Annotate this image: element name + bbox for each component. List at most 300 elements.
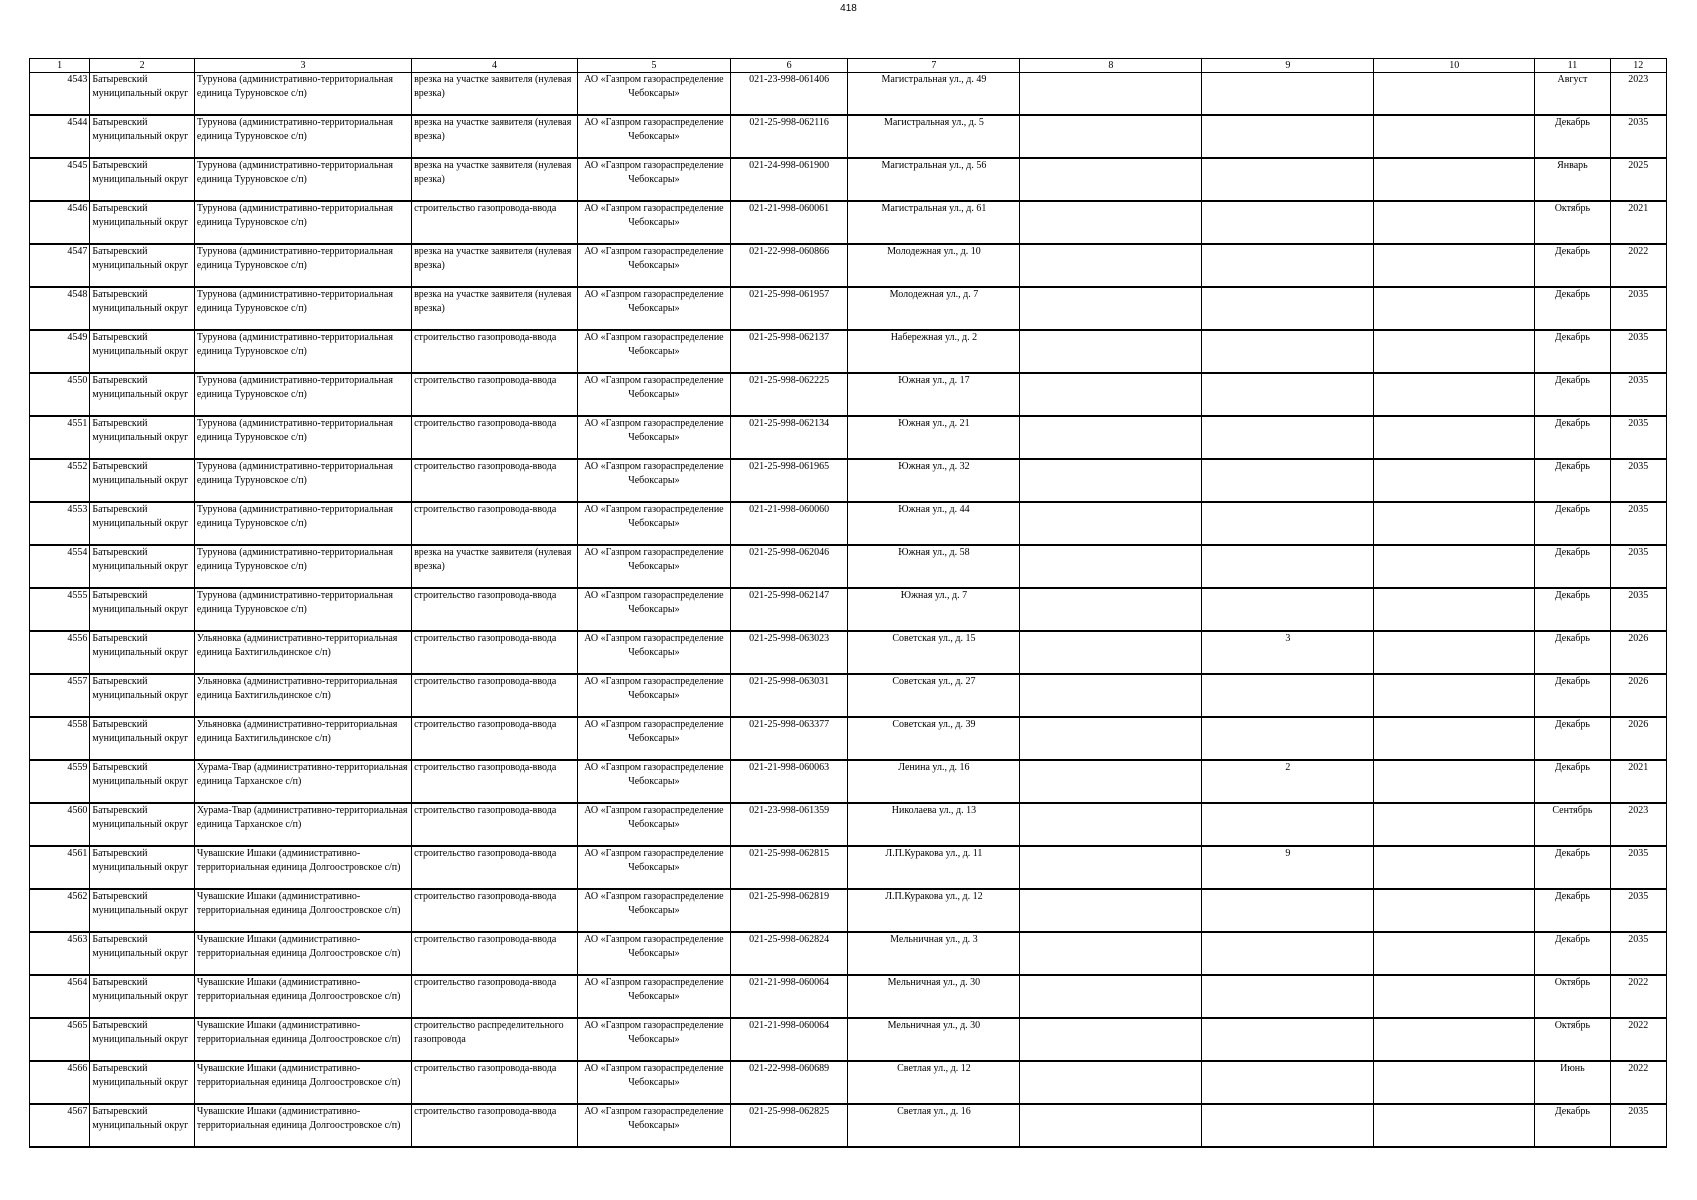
- district-cell: Батыревский муниципальный округ: [90, 115, 195, 158]
- month-cell: Сентябрь: [1535, 803, 1610, 846]
- row-number: 4566: [30, 1061, 90, 1104]
- month-cell: Декабрь: [1535, 373, 1610, 416]
- column-9-cell: [1202, 932, 1374, 975]
- year-cell: 2022: [1610, 975, 1666, 1018]
- code-cell: 021-21-998-060060: [730, 502, 848, 545]
- work-type-cell: строительство газопровода-ввода: [412, 502, 578, 545]
- settlement-cell: Турунова (административно-территориальная единица Туруновское с/п): [194, 330, 411, 373]
- year-cell: 2035: [1610, 459, 1666, 502]
- column-8-cell: [1020, 158, 1202, 201]
- month-cell: Декабрь: [1535, 459, 1610, 502]
- organization-cell: АО «Газпром газораспределение Чебоксары»: [577, 803, 730, 846]
- year-cell: 2035: [1610, 416, 1666, 459]
- column-10-cell: [1374, 244, 1535, 287]
- column-10-cell: [1374, 975, 1535, 1018]
- year-cell: 2035: [1610, 502, 1666, 545]
- district-cell: Батыревский муниципальный округ: [90, 803, 195, 846]
- year-cell: 2035: [1610, 889, 1666, 932]
- column-10-cell: [1374, 674, 1535, 717]
- column-8-cell: [1020, 674, 1202, 717]
- district-cell: Батыревский муниципальный округ: [90, 717, 195, 760]
- code-cell: 021-25-998-061957: [730, 287, 848, 330]
- address-cell: Л.П.Куракова ул., д. 11: [848, 846, 1020, 889]
- address-cell: Южная ул., д. 44: [848, 502, 1020, 545]
- table-row: [30, 932, 1667, 975]
- district-cell: Батыревский муниципальный округ: [90, 545, 195, 588]
- column-8-cell: [1020, 244, 1202, 287]
- district-cell: Батыревский муниципальный округ: [90, 1104, 195, 1147]
- column-9-cell: [1202, 373, 1374, 416]
- column-9-cell: [1202, 73, 1374, 116]
- code-cell: 021-25-998-062225: [730, 373, 848, 416]
- address-cell: Магистральная ул., д. 56: [848, 158, 1020, 201]
- row-number: 4567: [30, 1104, 90, 1147]
- organization-cell: АО «Газпром газораспределение Чебоксары»: [577, 459, 730, 502]
- year-cell: 2035: [1610, 846, 1666, 889]
- address-cell: Южная ул., д. 7: [848, 588, 1020, 631]
- work-type-cell: строительство газопровода-ввода: [412, 717, 578, 760]
- district-cell: Батыревский муниципальный округ: [90, 760, 195, 803]
- column-header: 9: [1202, 59, 1374, 73]
- address-cell: Л.П.Куракова ул., д. 12: [848, 889, 1020, 932]
- month-cell: Январь: [1535, 158, 1610, 201]
- month-cell: Июнь: [1535, 1061, 1610, 1104]
- column-9-cell: [1202, 545, 1374, 588]
- settlement-cell: Турунова (административно-территориальная единица Туруновское с/п): [194, 201, 411, 244]
- organization-cell: АО «Газпром газораспределение Чебоксары»: [577, 631, 730, 674]
- table-row: [30, 889, 1667, 932]
- row-number: 4560: [30, 803, 90, 846]
- work-type-cell: строительство газопровода-ввода: [412, 889, 578, 932]
- year-cell: 2035: [1610, 1104, 1666, 1147]
- row-number: 4547: [30, 244, 90, 287]
- year-cell: 2026: [1610, 674, 1666, 717]
- year-cell: 2035: [1610, 287, 1666, 330]
- month-cell: Декабрь: [1535, 244, 1610, 287]
- column-9-cell: [1202, 115, 1374, 158]
- column-9-cell: [1202, 502, 1374, 545]
- district-cell: Батыревский муниципальный округ: [90, 674, 195, 717]
- address-cell: Южная ул., д. 58: [848, 545, 1020, 588]
- column-8-cell: [1020, 115, 1202, 158]
- month-cell: Декабрь: [1535, 674, 1610, 717]
- work-type-cell: строительство газопровода-ввода: [412, 330, 578, 373]
- row-number: 4552: [30, 459, 90, 502]
- settlement-cell: Турунова (административно-территориальная единица Туруновское с/п): [194, 244, 411, 287]
- row-number: 4564: [30, 975, 90, 1018]
- column-10-cell: [1374, 502, 1535, 545]
- district-cell: Батыревский муниципальный округ: [90, 330, 195, 373]
- year-cell: 2035: [1610, 545, 1666, 588]
- settlement-cell: Турунова (административно-территориальная единица Туруновское с/п): [194, 545, 411, 588]
- year-cell: 2026: [1610, 631, 1666, 674]
- table-row: [30, 115, 1667, 158]
- column-9-cell: [1202, 244, 1374, 287]
- settlement-cell: Турунова (административно-территориальная единица Туруновское с/п): [194, 158, 411, 201]
- column-9-cell: 3: [1202, 631, 1374, 674]
- column-10-cell: [1374, 330, 1535, 373]
- month-cell: Декабрь: [1535, 545, 1610, 588]
- row-number: 4562: [30, 889, 90, 932]
- code-cell: 021-25-998-062824: [730, 932, 848, 975]
- district-cell: Батыревский муниципальный округ: [90, 975, 195, 1018]
- column-8-cell: [1020, 760, 1202, 803]
- column-9-cell: [1202, 975, 1374, 1018]
- table-row: [30, 287, 1667, 330]
- organization-cell: АО «Газпром газораспределение Чебоксары»: [577, 1104, 730, 1147]
- row-number: 4561: [30, 846, 90, 889]
- column-9-cell: [1202, 803, 1374, 846]
- column-10-cell: [1374, 588, 1535, 631]
- table-row: [30, 1104, 1667, 1147]
- table-row: [30, 803, 1667, 846]
- column-9-cell: [1202, 201, 1374, 244]
- row-number: 4548: [30, 287, 90, 330]
- row-number: 4545: [30, 158, 90, 201]
- organization-cell: АО «Газпром газораспределение Чебоксары»: [577, 373, 730, 416]
- row-number: 4565: [30, 1018, 90, 1061]
- work-type-cell: строительство газопровода-ввода: [412, 760, 578, 803]
- work-type-cell: строительство газопровода-ввода: [412, 588, 578, 631]
- settlement-cell: Чувашские Ишаки (административно-территориальная единица Долгоостровское с/п): [194, 1104, 411, 1147]
- month-cell: Декабрь: [1535, 932, 1610, 975]
- work-type-cell: врезка на участке заявителя (нулевая врезка): [412, 244, 578, 287]
- column-8-cell: [1020, 502, 1202, 545]
- settlement-cell: Чувашские Ишаки (административно-территориальная единица Долгоостровское с/п): [194, 889, 411, 932]
- organization-cell: АО «Газпром газораспределение Чебоксары»: [577, 502, 730, 545]
- address-cell: Мельничная ул., д. 30: [848, 975, 1020, 1018]
- month-cell: Декабрь: [1535, 330, 1610, 373]
- address-cell: Светлая ул., д. 16: [848, 1104, 1020, 1147]
- month-cell: Декабрь: [1535, 889, 1610, 932]
- table-row: [30, 846, 1667, 889]
- settlement-cell: Турунова (административно-территориальная единица Туруновское с/п): [194, 373, 411, 416]
- work-type-cell: строительство газопровода-ввода: [412, 416, 578, 459]
- code-cell: 021-25-998-062116: [730, 115, 848, 158]
- address-cell: Светлая ул., д. 12: [848, 1061, 1020, 1104]
- district-cell: Батыревский муниципальный округ: [90, 373, 195, 416]
- settlement-cell: Чувашские Ишаки (административно-территориальная единица Долгоостровское с/п): [194, 1018, 411, 1061]
- organization-cell: АО «Газпром газораспределение Чебоксары»: [577, 158, 730, 201]
- column-10-cell: [1374, 73, 1535, 116]
- address-cell: Советская ул., д. 39: [848, 717, 1020, 760]
- column-8-cell: [1020, 287, 1202, 330]
- district-cell: Батыревский муниципальный округ: [90, 932, 195, 975]
- address-cell: Магистральная ул., д. 5: [848, 115, 1020, 158]
- column-10-cell: [1374, 760, 1535, 803]
- settlement-cell: Турунова (административно-территориальная единица Туруновское с/п): [194, 73, 411, 116]
- column-header: 12: [1610, 59, 1666, 73]
- organization-cell: АО «Газпром газораспределение Чебоксары»: [577, 846, 730, 889]
- settlement-cell: Турунова (административно-территориальная единица Туруновское с/п): [194, 502, 411, 545]
- settlement-cell: Турунова (административно-территориальная единица Туруновское с/п): [194, 588, 411, 631]
- month-cell: Август: [1535, 73, 1610, 116]
- column-header: 7: [848, 59, 1020, 73]
- organization-cell: АО «Газпром газораспределение Чебоксары»: [577, 287, 730, 330]
- organization-cell: АО «Газпром газораспределение Чебоксары»: [577, 244, 730, 287]
- column-10-cell: [1374, 803, 1535, 846]
- settlement-cell: Хурама-Твар (административно-территориальная единица Тарханское с/п): [194, 803, 411, 846]
- table-row: [30, 502, 1667, 545]
- column-8-cell: [1020, 373, 1202, 416]
- table-row: [30, 975, 1667, 1018]
- column-10-cell: [1374, 459, 1535, 502]
- column-10-cell: [1374, 889, 1535, 932]
- column-8-cell: [1020, 545, 1202, 588]
- settlement-cell: Ульяновка (административно-территориальная единица Бахтигильдинское с/п): [194, 631, 411, 674]
- column-8-cell: [1020, 1061, 1202, 1104]
- year-cell: 2035: [1610, 373, 1666, 416]
- row-number: 4555: [30, 588, 90, 631]
- address-cell: Южная ул., д. 32: [848, 459, 1020, 502]
- column-9-cell: [1202, 717, 1374, 760]
- year-cell: 2022: [1610, 1018, 1666, 1061]
- organization-cell: АО «Газпром газораспределение Чебоксары»: [577, 760, 730, 803]
- year-cell: 2035: [1610, 115, 1666, 158]
- table-row: [30, 674, 1667, 717]
- column-9-cell: [1202, 459, 1374, 502]
- row-number: 4549: [30, 330, 90, 373]
- column-8-cell: [1020, 631, 1202, 674]
- district-cell: Батыревский муниципальный округ: [90, 1018, 195, 1061]
- code-cell: 021-23-998-061359: [730, 803, 848, 846]
- code-cell: 021-25-998-062137: [730, 330, 848, 373]
- column-10-cell: [1374, 158, 1535, 201]
- column-10-cell: [1374, 287, 1535, 330]
- year-cell: 2025: [1610, 158, 1666, 201]
- organization-cell: АО «Газпром газораспределение Чебоксары»: [577, 201, 730, 244]
- column-8-cell: [1020, 330, 1202, 373]
- settlement-cell: Турунова (административно-территориальная единица Туруновское с/п): [194, 459, 411, 502]
- organization-cell: АО «Газпром газораспределение Чебоксары»: [577, 1061, 730, 1104]
- column-10-cell: [1374, 115, 1535, 158]
- address-cell: Ленина ул., д. 16: [848, 760, 1020, 803]
- work-type-cell: строительство газопровода-ввода: [412, 1061, 578, 1104]
- column-10-cell: [1374, 373, 1535, 416]
- settlement-cell: Хурама-Твар (административно-территориальная единица Тарханское с/п): [194, 760, 411, 803]
- row-number: 4551: [30, 416, 90, 459]
- row-number: 4557: [30, 674, 90, 717]
- column-8-cell: [1020, 1104, 1202, 1147]
- column-header: 1: [30, 59, 90, 73]
- column-10-cell: [1374, 932, 1535, 975]
- table-row: [30, 201, 1667, 244]
- column-8-cell: [1020, 846, 1202, 889]
- column-8-cell: [1020, 889, 1202, 932]
- row-number: 4556: [30, 631, 90, 674]
- column-header: 8: [1020, 59, 1202, 73]
- month-cell: Октябрь: [1535, 975, 1610, 1018]
- work-type-cell: врезка на участке заявителя (нулевая врезка): [412, 545, 578, 588]
- column-10-cell: [1374, 1018, 1535, 1061]
- code-cell: 021-21-998-060064: [730, 975, 848, 1018]
- column-9-cell: [1202, 1104, 1374, 1147]
- district-cell: Батыревский муниципальный округ: [90, 502, 195, 545]
- district-cell: Батыревский муниципальный округ: [90, 459, 195, 502]
- year-cell: 2022: [1610, 1061, 1666, 1104]
- column-9-cell: 2: [1202, 760, 1374, 803]
- year-cell: 2035: [1610, 330, 1666, 373]
- work-type-cell: строительство газопровода-ввода: [412, 631, 578, 674]
- column-10-cell: [1374, 846, 1535, 889]
- column-8-cell: [1020, 717, 1202, 760]
- code-cell: 021-21-998-060063: [730, 760, 848, 803]
- district-cell: Батыревский муниципальный округ: [90, 287, 195, 330]
- month-cell: Декабрь: [1535, 115, 1610, 158]
- table-row: [30, 459, 1667, 502]
- work-type-cell: строительство распределительного газопровода: [412, 1018, 578, 1061]
- column-header: 10: [1374, 59, 1535, 73]
- month-cell: Декабрь: [1535, 846, 1610, 889]
- page-number: 418: [840, 3, 857, 14]
- work-type-cell: врезка на участке заявителя (нулевая врезка): [412, 287, 578, 330]
- code-cell: 021-22-998-060689: [730, 1061, 848, 1104]
- settlement-cell: Ульяновка (административно-территориальная единица Бахтигильдинское с/п): [194, 674, 411, 717]
- year-cell: 2035: [1610, 588, 1666, 631]
- year-cell: 2023: [1610, 803, 1666, 846]
- settlement-cell: Чувашские Ишаки (административно-территориальная единица Долгоостровское с/п): [194, 846, 411, 889]
- column-9-cell: [1202, 588, 1374, 631]
- table-row: [30, 244, 1667, 287]
- address-cell: Молодежная ул., д. 10: [848, 244, 1020, 287]
- table-row: [30, 1018, 1667, 1061]
- table-row: [30, 373, 1667, 416]
- column-header: 6: [730, 59, 848, 73]
- code-cell: 021-25-998-063023: [730, 631, 848, 674]
- table-row: [30, 631, 1667, 674]
- code-cell: 021-22-998-060866: [730, 244, 848, 287]
- column-9-cell: [1202, 889, 1374, 932]
- column-9-cell: [1202, 287, 1374, 330]
- month-cell: Декабрь: [1535, 588, 1610, 631]
- column-10-cell: [1374, 1061, 1535, 1104]
- month-cell: Декабрь: [1535, 760, 1610, 803]
- organization-cell: АО «Газпром газораспределение Чебоксары»: [577, 545, 730, 588]
- code-cell: 021-25-998-062147: [730, 588, 848, 631]
- year-cell: 2022: [1610, 244, 1666, 287]
- district-cell: Батыревский муниципальный округ: [90, 631, 195, 674]
- row-number: 4543: [30, 73, 90, 116]
- code-cell: 021-25-998-063031: [730, 674, 848, 717]
- column-9-cell: [1202, 416, 1374, 459]
- column-10-cell: [1374, 1104, 1535, 1147]
- work-type-cell: врезка на участке заявителя (нулевая врезка): [412, 115, 578, 158]
- column-8-cell: [1020, 588, 1202, 631]
- table-row: [30, 330, 1667, 373]
- organization-cell: АО «Газпром газораспределение Чебоксары»: [577, 674, 730, 717]
- work-type-cell: строительство газопровода-ввода: [412, 373, 578, 416]
- organization-cell: АО «Газпром газораспределение Чебоксары»: [577, 889, 730, 932]
- year-cell: 2021: [1610, 760, 1666, 803]
- work-type-cell: строительство газопровода-ввода: [412, 803, 578, 846]
- year-cell: 2021: [1610, 201, 1666, 244]
- data-table: [29, 58, 1667, 1148]
- table-row: [30, 545, 1667, 588]
- code-cell: 021-21-998-060064: [730, 1018, 848, 1061]
- organization-cell: АО «Газпром газораспределение Чебоксары»: [577, 115, 730, 158]
- column-9-cell: [1202, 158, 1374, 201]
- table-row: [30, 760, 1667, 803]
- table-row: [30, 416, 1667, 459]
- row-number: 4563: [30, 932, 90, 975]
- district-cell: Батыревский муниципальный округ: [90, 201, 195, 244]
- month-cell: Декабрь: [1535, 717, 1610, 760]
- code-cell: 021-25-998-062134: [730, 416, 848, 459]
- column-10-cell: [1374, 717, 1535, 760]
- month-cell: Октябрь: [1535, 1018, 1610, 1061]
- month-cell: Декабрь: [1535, 631, 1610, 674]
- column-8-cell: [1020, 803, 1202, 846]
- district-cell: Батыревский муниципальный округ: [90, 73, 195, 116]
- address-cell: Советская ул., д. 15: [848, 631, 1020, 674]
- settlement-cell: Турунова (административно-территориальная единица Туруновское с/п): [194, 287, 411, 330]
- column-9-cell: 9: [1202, 846, 1374, 889]
- work-type-cell: строительство газопровода-ввода: [412, 201, 578, 244]
- column-8-cell: [1020, 73, 1202, 116]
- district-cell: Батыревский муниципальный округ: [90, 244, 195, 287]
- row-number: 4553: [30, 502, 90, 545]
- table-body: [30, 73, 1667, 1148]
- code-cell: 021-21-998-060061: [730, 201, 848, 244]
- column-header: 3: [194, 59, 411, 73]
- month-cell: Октябрь: [1535, 201, 1610, 244]
- column-10-cell: [1374, 631, 1535, 674]
- column-8-cell: [1020, 459, 1202, 502]
- district-cell: Батыревский муниципальный округ: [90, 158, 195, 201]
- work-type-cell: строительство газопровода-ввода: [412, 846, 578, 889]
- column-header: 4: [412, 59, 578, 73]
- work-type-cell: строительство газопровода-ввода: [412, 1104, 578, 1147]
- code-cell: 021-25-998-063377: [730, 717, 848, 760]
- settlement-cell: Турунова (административно-территориальная единица Туруновское с/п): [194, 115, 411, 158]
- district-cell: Батыревский муниципальный округ: [90, 416, 195, 459]
- column-9-cell: [1202, 674, 1374, 717]
- row-number: 4544: [30, 115, 90, 158]
- column-8-cell: [1020, 932, 1202, 975]
- code-cell: 021-24-998-061900: [730, 158, 848, 201]
- table-row: [30, 717, 1667, 760]
- row-number: 4558: [30, 717, 90, 760]
- header-row: [30, 59, 1667, 73]
- organization-cell: АО «Газпром газораспределение Чебоксары»: [577, 588, 730, 631]
- address-cell: Советская ул., д. 27: [848, 674, 1020, 717]
- year-cell: 2026: [1610, 717, 1666, 760]
- column-10-cell: [1374, 545, 1535, 588]
- address-cell: Мельничная ул., д. 30: [848, 1018, 1020, 1061]
- column-9-cell: [1202, 330, 1374, 373]
- year-cell: 2023: [1610, 73, 1666, 116]
- row-number: 4546: [30, 201, 90, 244]
- column-9-cell: [1202, 1018, 1374, 1061]
- code-cell: 021-25-998-062825: [730, 1104, 848, 1147]
- work-type-cell: врезка на участке заявителя (нулевая врезка): [412, 158, 578, 201]
- organization-cell: АО «Газпром газораспределение Чебоксары»: [577, 975, 730, 1018]
- code-cell: 021-25-998-062815: [730, 846, 848, 889]
- column-8-cell: [1020, 416, 1202, 459]
- month-cell: Декабрь: [1535, 1104, 1610, 1147]
- settlement-cell: Ульяновка (административно-территориальная единица Бахтигильдинское с/п): [194, 717, 411, 760]
- work-type-cell: строительство газопровода-ввода: [412, 975, 578, 1018]
- work-type-cell: строительство газопровода-ввода: [412, 674, 578, 717]
- organization-cell: АО «Газпром газораспределение Чебоксары»: [577, 330, 730, 373]
- work-type-cell: строительство газопровода-ввода: [412, 459, 578, 502]
- code-cell: 021-25-998-062819: [730, 889, 848, 932]
- work-type-cell: строительство газопровода-ввода: [412, 932, 578, 975]
- settlement-cell: Чувашские Ишаки (административно-территориальная единица Долгоостровское с/п): [194, 932, 411, 975]
- code-cell: 021-23-998-061406: [730, 73, 848, 116]
- organization-cell: АО «Газпром газораспределение Чебоксары»: [577, 932, 730, 975]
- month-cell: Декабрь: [1535, 416, 1610, 459]
